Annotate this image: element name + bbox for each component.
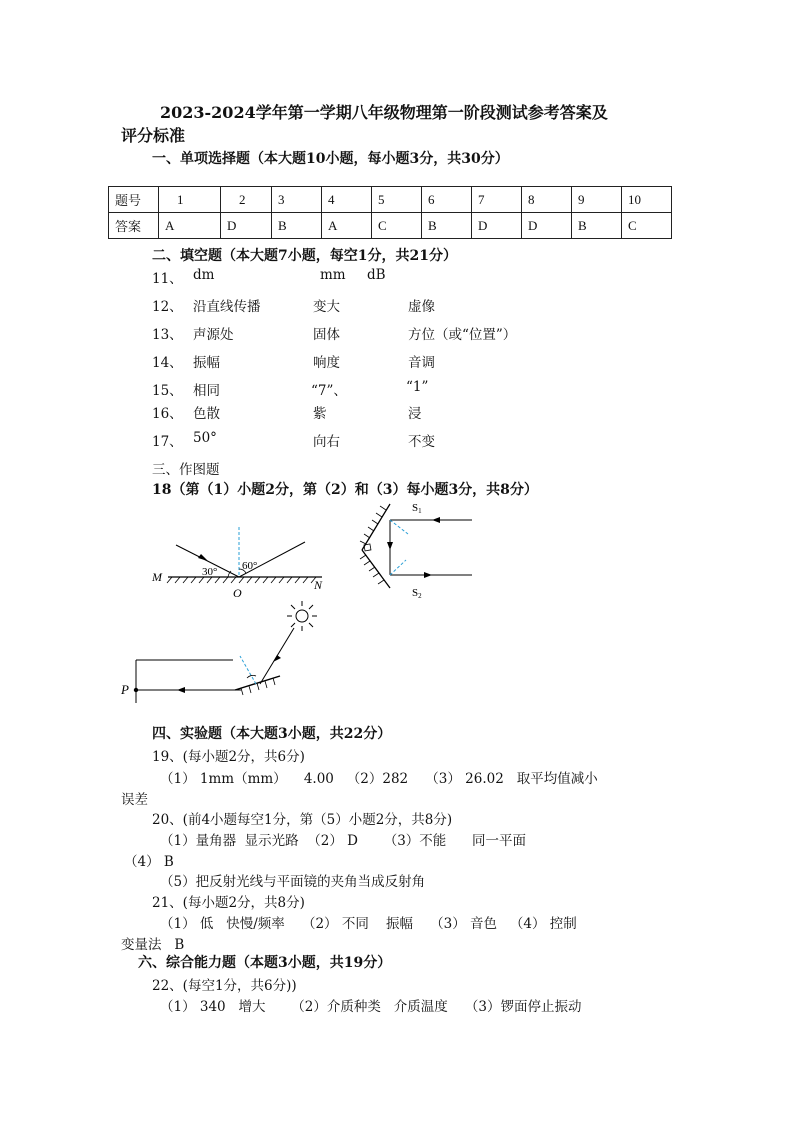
answer-c: 方位（或“位置”） [408,327,517,343]
question-19-answer: （1） 1mm（mm） 4.00 （2）282 （3） 26.02 取平均值减小 [160,771,598,787]
angle-label: 60° [242,560,258,572]
table-cell: A [159,213,221,239]
answer-a: 色散 [193,406,220,422]
table-cell: 7 [472,187,522,213]
table-cell: D [522,213,572,239]
table-row [109,187,672,213]
answer-a: 50° [193,430,217,446]
answer-b: 紫 [313,406,327,422]
question-19-answer-cont: 误差 [121,792,148,808]
question-21-answer-cont: 变量法 B [121,937,185,953]
question-20-heading: 20、(前4小题每空1分，第（5）小题2分，共8分) [152,812,453,828]
answer-a: 声源处 [193,327,234,343]
table-cell: B [572,213,622,239]
item-number: 17、 [152,434,183,450]
answer-b: mm [320,267,346,283]
answer-a: dm [193,267,215,283]
section-heading-choice: 一、单项选择题（本大题10小题，每小题3分，共30分） [152,151,509,167]
table-cell: D [221,213,272,239]
question-21-answer: （1） 低 快慢/频率 （2） 不同 振幅 （3） 音色 （4） 控制 [160,916,577,932]
question-18-heading: 18（第（1）小题2分，第（2）和（3）每小题3分，共8分） [152,482,538,498]
section-heading-drawing: 三、作图题 [152,462,220,478]
item-number: 16、 [152,406,183,422]
table-cell: C [622,213,672,239]
table-cell: B [422,213,472,239]
table-cell: D [472,213,522,239]
answer-b: “7”、 [311,383,347,399]
table-cell: 4 [322,187,372,213]
table-cell: 5 [372,187,422,213]
question-20-answer: （1）量角器 显示光路 （2） D （3）不能 同一平面 [160,833,527,849]
list-item [0,267,794,287]
table-cell: B [272,213,322,239]
item-number: 13、 [152,327,183,343]
answer-c: dB [367,267,386,283]
point-label-n: N [314,578,323,592]
corner-mirror-diagram [350,498,476,600]
answer-a: 沿直线传播 [193,299,261,315]
sunlight-mirror-diagram [115,598,325,708]
table-cell: A [322,213,372,239]
question-20-answer-4: （4） B [124,854,174,870]
answer-b: 响度 [313,355,340,371]
answer-c: 音调 [408,355,435,371]
list-item [0,295,794,315]
section-heading-experiment: 四、实验题（本大题3小题，共22分） [152,726,392,742]
answer-b: 变大 [313,299,340,315]
question-19-heading: 19、(每小题2分，共6分) [152,749,305,765]
item-number: 14、 [152,355,183,371]
list-item [0,402,794,422]
sun-icon [287,601,317,631]
table-header-cell: 题号 [109,187,159,213]
answer-c: 虚像 [408,299,435,315]
point-label-o: O [233,586,242,600]
list-item [0,379,794,399]
table-cell: 9 [572,187,622,213]
reflection-diagram [150,525,330,600]
table-cell: 2 [221,187,272,213]
section-heading-fill: 二、填空题（本大题7小题，每空1分，共21分） [152,248,457,264]
page-title-line1: 2023-2024学年第一学期八年级物理第一阶段测试参考答案及 [160,103,608,122]
table-row [109,213,672,239]
item-number: 15、 [152,383,183,399]
mirror-label-s2: S2 [412,587,422,600]
list-item [0,430,794,450]
table-cell: 8 [522,187,572,213]
question-21-heading: 21、(每小题2分，共8分) [152,895,305,911]
question-22-answer: （1） 340 增大 （2）介质种类 介质温度 （3）锣面停止振动 [160,999,582,1015]
question-20-answer-5: （5）把反射光线与平面镜的夹角当成反射角 [160,874,426,890]
table-cell: 6 [422,187,472,213]
question-22-heading: 22、(每空1分，共6分)) [152,978,297,994]
answer-a: 相同 [193,383,220,399]
point-label-m: M [152,570,162,584]
answer-table [108,186,672,239]
page-title-line2: 评分标准 [121,126,186,145]
answer-b: 固体 [313,327,340,343]
answer-c: “1” [406,379,429,395]
item-number: 12、 [152,299,183,315]
table-cell: 1 [159,187,221,213]
answer-a: 振幅 [193,355,220,371]
answer-c: 浸 [408,406,422,422]
answer-b: 向右 [313,434,340,450]
list-item [0,323,794,343]
mirror-label-s1: S1 [412,502,422,515]
list-item [0,351,794,371]
answer-c: 不变 [408,434,435,450]
angle-label: 30° [202,566,218,578]
table-header-cell: 答案 [109,213,159,239]
table-cell: 10 [622,187,672,213]
table-cell: 3 [272,187,322,213]
section-heading-comprehensive: 六、综合能力题（本题3小题，共19分） [138,955,392,971]
item-number: 11、 [152,271,183,287]
point-label-p: P [121,682,129,697]
table-cell: C [372,213,422,239]
